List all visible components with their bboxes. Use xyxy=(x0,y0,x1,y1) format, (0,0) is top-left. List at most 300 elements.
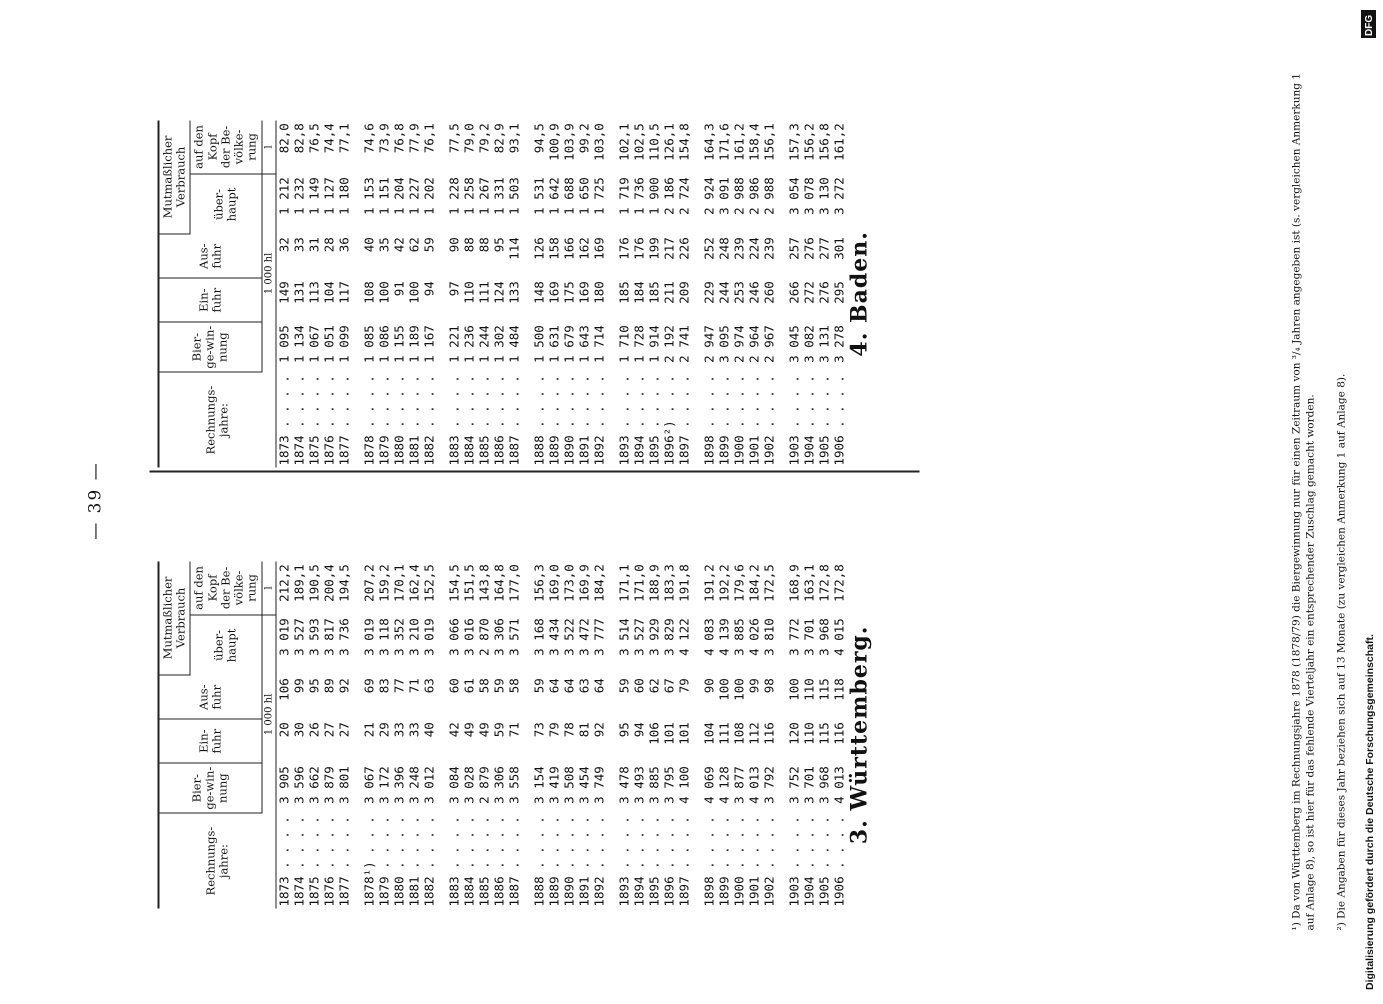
brew-cell: 3 095 xyxy=(716,325,732,363)
export-cell: 248 xyxy=(716,237,732,260)
import-cell: 149 xyxy=(276,281,292,304)
table-row xyxy=(632,120,647,467)
table-row xyxy=(292,561,307,908)
table-row xyxy=(787,561,802,908)
year-cell: 1879 . . . . xyxy=(376,816,392,907)
unit-hl: 1 000 hl xyxy=(262,174,277,372)
brew-cell: 3 154 xyxy=(531,766,547,804)
export-cell: 88 xyxy=(461,237,477,253)
import-cell: 229 xyxy=(701,281,717,304)
brew-cell: 3 028 xyxy=(461,766,477,804)
year-cell: 1884 . . . . xyxy=(461,375,477,466)
export-cell: 60 xyxy=(446,678,462,694)
brew-cell: 1 189 xyxy=(406,325,422,363)
header-export: Aus-fuhr xyxy=(159,234,262,278)
import-cell: 49 xyxy=(476,722,492,738)
table-row xyxy=(647,120,662,467)
import-cell: 175 xyxy=(561,281,577,304)
per-head-cell: 190,5 xyxy=(306,564,322,602)
per-head-cell: 103,9 xyxy=(561,123,577,161)
table-row xyxy=(677,120,692,467)
total-cell: 1 736 xyxy=(631,177,647,215)
import-cell: 73 xyxy=(531,722,547,738)
import-cell: 91 xyxy=(391,281,407,297)
year-cell: 1902 . . . . xyxy=(761,375,777,466)
brew-cell: 2 974 xyxy=(731,325,747,363)
header-consumption: Mutmaßlicher Verbrauch xyxy=(159,120,191,234)
total-cell: 3 571 xyxy=(506,618,522,656)
year-cell: 1901 . . . . xyxy=(746,816,762,907)
total-cell: 3 817 xyxy=(321,618,337,656)
total-cell: 3 019 xyxy=(421,618,437,656)
total-cell: 3 091 xyxy=(716,177,732,215)
total-cell: 2 924 xyxy=(701,177,717,215)
year-cell: 1889 . . . . xyxy=(546,375,562,466)
year-cell: 1904 . . . . xyxy=(801,816,817,907)
table-row xyxy=(322,561,337,908)
brew-cell: 1 714 xyxy=(591,325,607,363)
header-import: Ein-fuhr xyxy=(159,719,262,763)
year-cell: 1899 . . . . xyxy=(716,375,732,466)
import-cell: 104 xyxy=(701,722,717,745)
brew-cell: 3 131 xyxy=(816,325,832,363)
import-cell: 113 xyxy=(306,281,322,304)
import-cell: 21 xyxy=(361,722,377,738)
brew-cell: 1 067 xyxy=(306,325,322,363)
brew-cell: 1 500 xyxy=(531,325,547,363)
brew-cell: 1 302 xyxy=(491,325,507,363)
table-row xyxy=(477,561,492,908)
brew-cell: 1 086 xyxy=(376,325,392,363)
total-cell: 1 232 xyxy=(291,177,307,215)
header-brew: Bier-ge-win-nung xyxy=(159,763,262,813)
per-head-cell: 171,1 xyxy=(616,564,632,602)
per-head-cell: 82,0 xyxy=(276,123,292,154)
table-row xyxy=(562,120,577,467)
export-cell: 61 xyxy=(461,678,477,694)
total-cell: 3 514 xyxy=(616,618,632,656)
table-row xyxy=(492,120,507,467)
per-head-cell: 152,5 xyxy=(421,564,437,602)
export-cell: 71 xyxy=(406,678,422,694)
per-head-cell: 82,8 xyxy=(291,123,307,154)
brew-cell: 3 877 xyxy=(731,766,747,804)
per-head-cell: 194,5 xyxy=(336,564,352,602)
total-cell: 4 122 xyxy=(676,618,692,656)
export-cell: 60 xyxy=(631,678,647,694)
per-head-cell: 156,2 xyxy=(801,123,817,161)
export-cell: 90 xyxy=(446,237,462,253)
table-row xyxy=(747,561,762,908)
export-cell: 100 xyxy=(786,678,802,701)
export-cell: 63 xyxy=(421,678,437,694)
total-cell: 3 118 xyxy=(376,618,392,656)
table-row xyxy=(276,561,292,908)
export-cell: 114 xyxy=(506,237,522,260)
brew-cell: 3 478 xyxy=(616,766,632,804)
total-cell: 2 986 xyxy=(746,177,762,215)
total-cell: 1 725 xyxy=(591,177,607,215)
group-gap xyxy=(522,120,532,467)
import-cell: 104 xyxy=(321,281,337,304)
group-gap xyxy=(437,120,447,467)
per-head-cell: 77,5 xyxy=(446,123,462,154)
year-cell: 1892 . . . . xyxy=(591,816,607,907)
import-cell: 33 xyxy=(406,722,422,738)
year-cell: 1901 . . . . xyxy=(746,375,762,466)
per-head-cell: 188,9 xyxy=(646,564,662,602)
total-cell: 3 016 xyxy=(461,618,477,656)
brew-cell: 4 013 xyxy=(746,766,762,804)
export-cell: 42 xyxy=(391,237,407,253)
total-cell: 3 306 xyxy=(491,618,507,656)
total-cell: 1 331 xyxy=(491,177,507,215)
per-head-cell: 171,6 xyxy=(716,123,732,161)
brew-cell: 3 067 xyxy=(361,766,377,804)
brew-cell: 3 795 xyxy=(661,766,677,804)
side-credit-svg xyxy=(1359,0,1379,1000)
brew-cell: 3 801 xyxy=(336,766,352,804)
export-cell: 239 xyxy=(761,237,777,260)
year-cell: 1897 . . . . xyxy=(676,816,692,907)
per-head-cell: 76,8 xyxy=(391,123,407,154)
year-cell: 1903 . . . . xyxy=(786,816,802,907)
brew-cell: 2 964 xyxy=(746,325,762,363)
total-cell: 2 724 xyxy=(676,177,692,215)
export-cell: 176 xyxy=(616,237,632,260)
export-cell: 301 xyxy=(831,237,847,260)
export-cell: 36 xyxy=(336,237,352,253)
import-cell: 106 xyxy=(646,722,662,745)
total-cell: 1 719 xyxy=(616,177,632,215)
import-cell: 116 xyxy=(831,722,847,745)
import-cell: 49 xyxy=(461,722,477,738)
export-cell: 239 xyxy=(731,237,747,260)
table-row xyxy=(462,120,477,467)
credit-text: Digitalisierung gefördert durch die Deutsche Forschungsgemeinschaft. xyxy=(1364,634,1376,990)
total-cell: 3 210 xyxy=(406,618,422,656)
total-cell: 3 885 xyxy=(731,618,747,656)
total-cell: 1 531 xyxy=(531,177,547,215)
export-cell: 224 xyxy=(746,237,762,260)
header-year: Rechnungs-jahre: xyxy=(159,813,277,908)
per-head-cell: 200,4 xyxy=(321,564,337,602)
per-head-cell: 183,3 xyxy=(661,564,677,602)
group-gap xyxy=(352,561,362,908)
export-cell: 226 xyxy=(676,237,692,260)
import-cell: 295 xyxy=(831,281,847,304)
table-row xyxy=(377,561,392,908)
brew-cell: 3 012 xyxy=(421,766,437,804)
import-cell: 40 xyxy=(421,722,437,738)
year-cell: 1906 . . . . xyxy=(831,375,847,466)
import-cell: 110 xyxy=(461,281,477,304)
total-cell: 4 026 xyxy=(746,618,762,656)
brew-cell: 2 947 xyxy=(701,325,717,363)
per-head-cell: 162,4 xyxy=(406,564,422,602)
year-cell: 1874 . . . . xyxy=(291,816,307,907)
total-cell: 3 593 xyxy=(306,618,322,656)
header-per-head: auf den Kopf der Be-völke-rung xyxy=(190,561,261,615)
total-cell: 1 204 xyxy=(391,177,407,215)
group-gap xyxy=(692,561,702,908)
export-cell: 63 xyxy=(576,678,592,694)
total-cell: 3 272 xyxy=(831,177,847,215)
year-cell: 1900 . . . . xyxy=(731,816,747,907)
year-cell: 1876 . . . . xyxy=(321,816,337,907)
header-consumption: Mutmaßlicher Verbrauch xyxy=(159,561,191,675)
year-cell: 1892 . . . . xyxy=(591,375,607,466)
total-cell: 3 772 xyxy=(786,618,802,656)
export-cell: 59 xyxy=(616,678,632,694)
year-cell: 1889 . . . . xyxy=(546,816,562,907)
import-cell: 108 xyxy=(731,722,747,745)
brew-cell: 3 493 xyxy=(631,766,647,804)
year-cell: 1877 . . . . xyxy=(336,816,352,907)
import-cell: 276 xyxy=(816,281,832,304)
brew-cell: 3 905 xyxy=(276,766,292,804)
export-cell: 90 xyxy=(701,678,717,694)
import-cell: 95 xyxy=(616,722,632,738)
total-cell: 3 352 xyxy=(391,618,407,656)
year-cell: 1885 . . . . xyxy=(476,816,492,907)
brew-cell: 3 172 xyxy=(376,766,392,804)
total-cell: 3 472 xyxy=(576,618,592,656)
brew-cell: 3 558 xyxy=(506,766,522,804)
year-cell: 1878 . . . . xyxy=(361,375,377,466)
table-row xyxy=(392,120,407,467)
brew-cell: 3 082 xyxy=(801,325,817,363)
table-row xyxy=(377,120,392,467)
brew-cell: 3 968 xyxy=(816,766,832,804)
per-head-cell: 163,1 xyxy=(801,564,817,602)
export-cell: 276 xyxy=(801,237,817,260)
total-cell: 1 900 xyxy=(646,177,662,215)
table-row xyxy=(617,120,632,467)
export-cell: 100 xyxy=(731,678,747,701)
total-cell: 3 434 xyxy=(546,618,562,656)
table-row xyxy=(492,561,507,908)
year-cell: 1890 . . . . xyxy=(561,816,577,907)
export-cell: 110 xyxy=(801,678,817,701)
brew-cell: 1 167 xyxy=(421,325,437,363)
brew-cell: 3 248 xyxy=(406,766,422,804)
year-cell: 1893 . . . . xyxy=(616,816,632,907)
import-cell: 111 xyxy=(716,722,732,745)
total-cell: 2 870 xyxy=(476,618,492,656)
import-cell: 100 xyxy=(406,281,422,304)
group-gap xyxy=(522,561,532,908)
import-cell: 253 xyxy=(731,281,747,304)
year-cell: 1891 . . . . xyxy=(576,816,592,907)
total-cell: 3 019 xyxy=(361,618,377,656)
import-cell: 169 xyxy=(546,281,562,304)
table-row xyxy=(702,120,717,467)
import-cell: 185 xyxy=(616,281,632,304)
brew-cell: 3 454 xyxy=(576,766,592,804)
import-cell: 27 xyxy=(321,722,337,738)
table-row xyxy=(817,561,832,908)
per-head-cell: 154,5 xyxy=(446,564,462,602)
export-cell: 64 xyxy=(546,678,562,694)
group-gap xyxy=(352,120,362,467)
import-cell: 169 xyxy=(576,281,592,304)
year-cell: 1899 . . . . xyxy=(716,816,732,907)
year-cell: 1873 . . . . xyxy=(276,375,292,466)
total-cell: 1 503 xyxy=(506,177,522,215)
import-cell: 266 xyxy=(786,281,802,304)
export-cell: 59 xyxy=(421,237,437,253)
table-row xyxy=(732,561,747,908)
brew-cell: 3 885 xyxy=(646,766,662,804)
table-row xyxy=(362,561,377,908)
table-row xyxy=(362,120,377,467)
table-row xyxy=(477,120,492,467)
year-cell: 1895 . . . . xyxy=(646,816,662,907)
per-head-cell: 151,5 xyxy=(461,564,477,602)
table-row xyxy=(276,120,292,467)
brew-cell: 1 244 xyxy=(476,325,492,363)
header-total: über-haupt xyxy=(190,615,261,675)
total-cell: 3 168 xyxy=(531,618,547,656)
import-cell: 79 xyxy=(546,722,562,738)
table-row xyxy=(447,120,462,467)
import-cell: 26 xyxy=(306,722,322,738)
total-cell: 4 139 xyxy=(716,618,732,656)
year-cell: 1884 . . . . xyxy=(461,816,477,907)
import-cell: 101 xyxy=(661,722,677,745)
brew-cell: 2 192 xyxy=(661,325,677,363)
brew-cell: 1 484 xyxy=(506,325,522,363)
table-row xyxy=(532,120,547,467)
header-per-head: auf den Kopf der Be-völke-rung xyxy=(190,120,261,174)
per-head-cell: 76,5 xyxy=(306,123,322,154)
brew-cell: 1 095 xyxy=(276,325,292,363)
export-cell: 199 xyxy=(646,237,662,260)
table-row xyxy=(592,561,607,908)
total-cell: 1 688 xyxy=(561,177,577,215)
total-cell: 2 186 xyxy=(661,177,677,215)
table-row xyxy=(307,120,322,467)
header-export: Aus-fuhr xyxy=(159,675,262,719)
import-cell: 112 xyxy=(746,722,762,745)
total-cell: 1 180 xyxy=(336,177,352,215)
import-cell: 92 xyxy=(591,722,607,738)
year-cell: 1898 . . . . xyxy=(701,816,717,907)
table-row xyxy=(732,120,747,467)
total-cell: 3 527 xyxy=(291,618,307,656)
brew-cell: 1 134 xyxy=(291,325,307,363)
year-cell: 1894 . . . . xyxy=(631,816,647,907)
per-head-cell: 77,9 xyxy=(406,123,422,154)
total-cell: 1 212 xyxy=(276,177,292,215)
export-cell: 99 xyxy=(746,678,762,694)
year-cell: 1881 . . . . xyxy=(406,816,422,907)
export-cell: 277 xyxy=(816,237,832,260)
table-row xyxy=(422,561,437,908)
year-cell: 1895 . . . . xyxy=(646,375,662,466)
per-head-cell: 172,8 xyxy=(816,564,832,602)
table-row xyxy=(647,561,662,908)
total-cell: 3 066 xyxy=(446,618,462,656)
table-row xyxy=(532,561,547,908)
table-row xyxy=(577,120,592,467)
brew-cell: 3 306 xyxy=(491,766,507,804)
per-head-cell: 170,1 xyxy=(391,564,407,602)
per-head-cell: 191,8 xyxy=(676,564,692,602)
table-row xyxy=(447,561,462,908)
table-row xyxy=(677,561,692,908)
per-head-cell: 156,3 xyxy=(531,564,547,602)
total-cell: 3 736 xyxy=(336,618,352,656)
footnote-2: ²) Die Angaben für dieses Jahr beziehen sich auf 13 Monate (zu vergleichen Anmerkung 1 auf Anlage 8). xyxy=(1335,373,1348,931)
table-row xyxy=(407,120,422,467)
wuerttemberg-table xyxy=(158,561,847,908)
wuerttemberg-title: 3. Württemberg. xyxy=(846,625,873,845)
per-head-cell: 173,0 xyxy=(561,564,577,602)
year-cell: 1898 . . . . xyxy=(701,375,717,466)
total-cell: 1 228 xyxy=(446,177,462,215)
table-row xyxy=(307,561,322,908)
year-cell: 1879 . . . . xyxy=(376,375,392,466)
unit-l: l xyxy=(262,561,277,615)
year-cell: 1900 . . . . xyxy=(731,375,747,466)
year-cell: 1897 . . . . xyxy=(676,375,692,466)
export-cell: 89 xyxy=(321,678,337,694)
per-head-cell: 102,5 xyxy=(631,123,647,161)
import-cell: 108 xyxy=(361,281,377,304)
export-cell: 28 xyxy=(321,237,337,253)
table-row xyxy=(577,561,592,908)
export-cell: 33 xyxy=(291,237,307,253)
export-cell: 64 xyxy=(561,678,577,694)
group-gap xyxy=(607,120,617,467)
wuerttemberg-panel xyxy=(158,561,873,908)
table-row xyxy=(762,120,777,467)
per-head-cell: 103,0 xyxy=(591,123,607,161)
year-cell: 1905 . . . . xyxy=(816,375,832,466)
baden-title: 4. Baden. xyxy=(846,231,873,357)
export-cell: 126 xyxy=(531,237,547,260)
per-head-cell: 77,1 xyxy=(336,123,352,154)
panel-divider xyxy=(150,471,920,473)
import-cell: 97 xyxy=(446,281,462,297)
brew-cell: 1 914 xyxy=(646,325,662,363)
table-row xyxy=(832,120,847,467)
table-row xyxy=(802,561,817,908)
total-cell: 2 988 xyxy=(731,177,747,215)
brew-cell: 1 643 xyxy=(576,325,592,363)
table-row xyxy=(662,561,677,908)
export-cell: 64 xyxy=(591,678,607,694)
per-head-cell: 189,1 xyxy=(291,564,307,602)
total-cell: 1 227 xyxy=(406,177,422,215)
total-cell: 3 701 xyxy=(801,618,817,656)
per-head-cell: 79,2 xyxy=(476,123,492,154)
total-cell: 4 083 xyxy=(701,618,717,656)
import-cell: 27 xyxy=(336,722,352,738)
import-cell: 100 xyxy=(376,281,392,304)
table-row xyxy=(817,120,832,467)
group-gap xyxy=(777,120,787,467)
year-cell: 1906 . . . . xyxy=(831,816,847,907)
unit-l: l xyxy=(262,120,277,174)
export-cell: 62 xyxy=(406,237,422,253)
per-head-cell: 179,6 xyxy=(731,564,747,602)
import-cell: 29 xyxy=(376,722,392,738)
export-cell: 106 xyxy=(276,678,292,701)
brew-cell: 4 013 xyxy=(831,766,847,804)
